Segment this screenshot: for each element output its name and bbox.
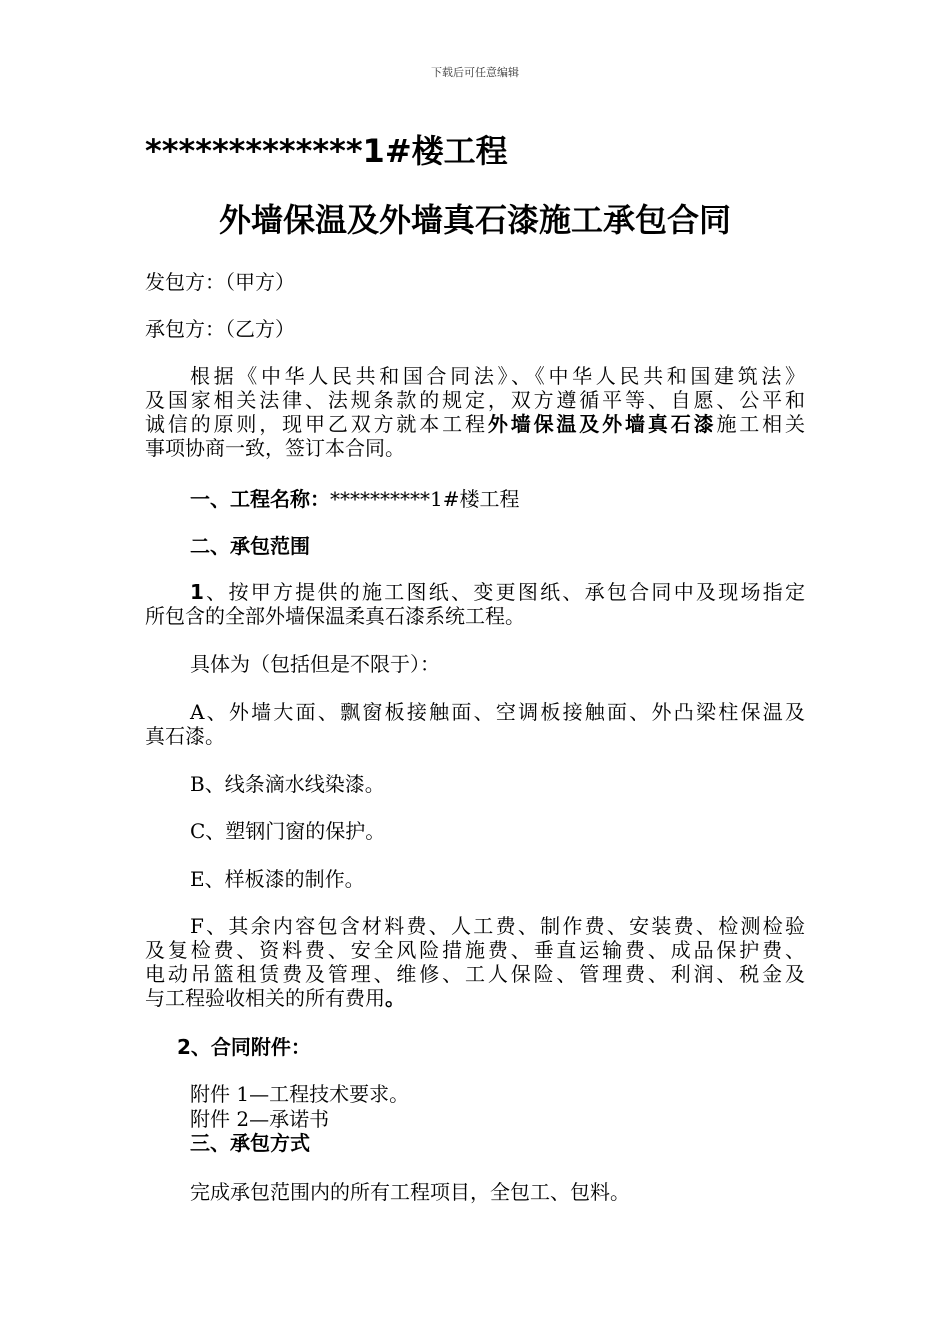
scope-specific: 具体为（包括但是不限于）： (190, 652, 440, 676)
scope-item1-line1 (145, 580, 805, 604)
section2-heading: 二、承包范围 (190, 534, 310, 558)
item2-heading: 2、合同附件： (177, 1035, 311, 1059)
attachment-1: 附件 1—工程技术要求。 (190, 1082, 410, 1106)
page-header-note: 下载后可任意编辑 (431, 66, 519, 79)
scope-item1-line2: 所包含的全部外墙保温柔真石漆系统工程。 (145, 604, 525, 628)
section3-text: 完成承包范围内的所有工程项目，全包工、包料。 (190, 1180, 630, 1204)
scope-item-f-period: 。 (385, 986, 405, 1010)
scope-item-f-line4 (145, 986, 405, 1010)
preamble-line-1: 根据《中华人民共和国合同法》、《中华人民共和国建筑法》 (190, 364, 805, 388)
scope-item-f-line1: F、其余内容包含材料费、人工费、制作费、安装费、检测检验 (190, 914, 805, 938)
scope-item-c: C、塑钢门窗的保护。 (190, 819, 386, 843)
scope-item-a-line2: 真石漆。 (145, 724, 225, 748)
section1-heading: 一、工程名称： (190, 487, 330, 511)
employer-line: 发包方：（甲方） (145, 270, 295, 294)
document-title-line1: *************1#楼工程 (145, 132, 508, 170)
section3-heading: 三、承包方式 (190, 1131, 310, 1155)
preamble-line-3 (145, 412, 805, 436)
preamble-emphasis: 外墙保温及外墙真石漆 (487, 412, 717, 436)
section1-line (190, 487, 519, 511)
scope-item-f-line3: 电动吊篮租赁费及管理、维修、工人保险、管理费、利润、税金及 (145, 962, 805, 986)
scope-item1-number: 1 (190, 580, 204, 604)
scope-item-f-line2: 及复检费、资料费、安全风险措施费、垂直运输费、成品保护费、 (145, 938, 805, 962)
document-title-line2: 外墙保温及外墙真石漆施工承包合同 (218, 201, 731, 239)
preamble-line-4: 事项协商一致，签订本合同。 (145, 436, 405, 460)
contractor-line: 承包方：（乙方） (145, 317, 295, 341)
scope-item-e: E、样板漆的制作。 (190, 867, 365, 891)
scope-item-f-text: 与工程验收相关的所有费用 (145, 986, 385, 1010)
preamble-text-c: 施工相关 (716, 412, 806, 436)
scope-item-a-line1: A、外墙大面、飘窗板接触面、空调板接触面、外凸梁柱保温及 (190, 700, 805, 724)
section1-value: **********1#楼工程 (330, 487, 520, 511)
scope-item1-text: 、按甲方提供的施工图纸、变更图纸、承包合同中及现场指定 (203, 580, 805, 604)
preamble-text-a: 诚信的原则，现甲乙双方就本工程 (145, 412, 488, 436)
preamble-line-2: 及国家相关法律、法规条款的规定，双方遵循平等、自愿、公平和 (145, 388, 805, 412)
attachment-2: 附件 2—承诺书 (190, 1107, 330, 1131)
scope-item-b: B、线条滴水线染漆。 (190, 772, 385, 796)
